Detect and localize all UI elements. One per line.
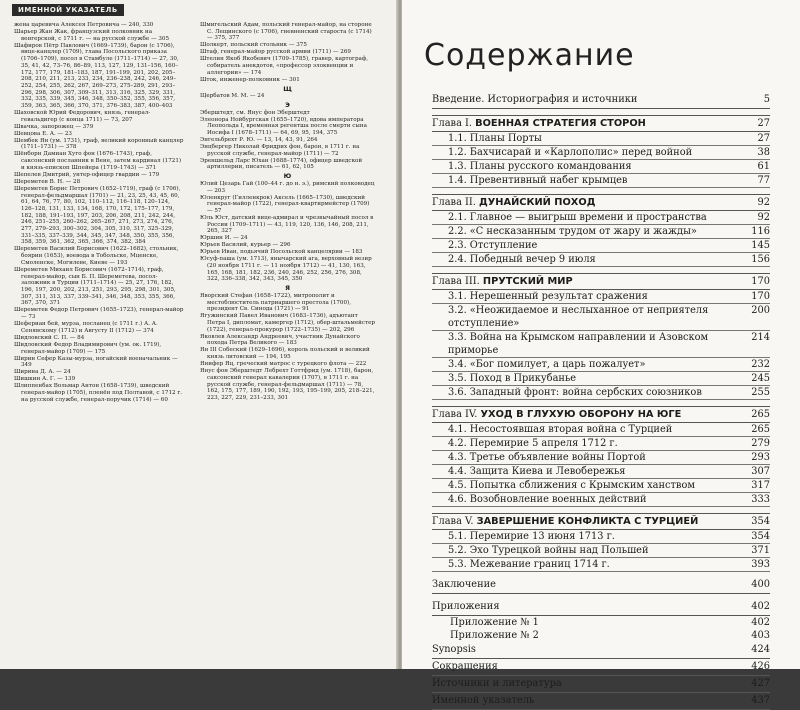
index-entry: Штаф, генерал-майор русской армии (1711) — 269 [200,49,351,56]
toc-chapter-title [432,275,744,288]
toc-title: 4.2. Перемирие 5 апреля 1712 г. [448,438,618,449]
index-entry: Элеонора Нойбургская (1655–1720), вдова императора Леопольда I, временная регентша после смерти сына Иосифа I (1678–1711) — 64, 69, 95, 194, 375 [200,116,367,137]
toc-page-number: 317 [751,480,770,491]
toc-title: Именной указатель [432,695,535,706]
toc-page-number: 427 [751,678,770,689]
toc-page-number: 279 [751,438,770,449]
index-letter-heading: Щ [283,84,292,93]
toc-page-number: 307 [751,466,770,477]
toc-page-number: 27 [757,133,770,144]
toc-chapter-title [432,196,744,209]
toc-page-number: 424 [751,644,770,655]
toc-page-number: 61 [757,161,770,172]
index-entry: Шереметев Василий Борисович (1622–1682), стольник, боярин (1653), воевода в Тобольске, Мценске, Смоленске, Могилеве, Киеве — 193 [14,246,179,266]
toc-chapter-name: УХОД В ГЛУХУЮ ОБОРОНУ НА ЮГЕ [480,409,682,420]
toc-chapter-title [432,408,744,421]
toc-page-number: 92 [757,197,770,208]
index-entry: Энцбергер Николай Фридрих фон, барон, в 1711 г. на русской службе, генерал-майор (1711) — 72 [200,144,360,157]
toc-page-number: 170 [751,276,770,287]
toc-title: Источники и литература [432,678,562,689]
toc-title: Приложение № 2 [450,630,539,641]
toc-section-row [432,304,770,331]
toc-chapter-title [432,515,744,528]
contents-page [402,0,800,706]
toc-section-row [432,386,770,400]
toc-title: Сокращения [432,661,498,672]
toc-page-number: 245 [751,373,770,384]
toc-title: 1.2. Бахчисарай и «Карлополис» перед войной [448,147,693,158]
toc-page-number: 293 [751,452,770,463]
toc-title: 1.3. Планы русского командования [448,161,632,172]
index-letter-heading: Э [285,100,290,109]
toc-page-number: 265 [751,409,770,420]
toc-title: 5.3. Межевание границ 1714 г. [448,559,610,570]
index-entry: Шереметев Федор Петрович (1655–1723), генерал-майор — 73 [14,307,184,321]
toc-chapter-title [432,117,744,130]
index-entry: Эберштедт, см. Янус фон Эберштедт [200,109,310,116]
toc-title: 4.3. Третье объявление войны Портой [448,452,646,463]
index-entry: Штелин Якоб Якобевич (1709–1785), гравер, картограф, собиратель анекдотов, «профессор элоквенции и аллегории» — 174 [200,56,369,76]
index-entry: Эреншельд Ларс Юхан (1688–1774), офицер шведской артиллерии, писатель — 61, 62, 105 [200,157,363,171]
index-entry: Яворский Стефан (1658–1722), митрополит и местоблюститель патриаршего престола (1700), президент Св. Синода (1721) — 91 [200,292,352,313]
toc-entry-row [432,616,770,629]
toc-page-number: 214 [751,332,770,343]
index-entry: Шлиппенбах Вольмар Антон (1658–1739), шведский генерал-майор (1705), пленён под Полтавой, с 1712 г. на русской службе, генерал-поручик (1714) — 60 [14,383,183,403]
index-page [0,0,398,669]
toc-title: 3.5. Поход в Прикубанье [448,373,577,384]
toc-title: Приложения [432,601,500,612]
toc-chapter-row [432,115,770,132]
toc-section-row [432,331,770,358]
toc-section-row [432,290,770,304]
toc-title: Введение. Историография и источники [432,94,638,105]
toc-page-number: 200 [751,305,770,316]
index-entry: Шереметев Борис Петрович (1652–1719), граф (с 1706), генерал-фельдмаршал (1701) — 21, 23, 25, 43, 45, 60, 61, 64, 76, 77, 80, 102, 110–112, 116–118, 120–124, 126–128, 131, 133, 134, 168, 170, 172, 175–177, 179, 182, 188, 191–193, 197, 203, 206, 208, 211, 242, 244, 246, 251–255, 260–262, 265–267, 271, 273, 274, 276, 277, 279–293, 300–302, 304, 305, 310, 317, 325–329, 331–335, 337–339, 344, 345, 347, 348, 350, 355, 356, 358, 359, 361, 362, 365, 366, 374, 382, 384 [14,185,181,246]
index-entry: Шереметев В. Н. — 28 [14,178,81,185]
toc-section-row [432,423,770,437]
index-entry: Янус фон Эберштедт Лебрехт Готтфрид (ум. 1718), барон, саксонский генерал кавалерии (1707), в 1711 г. на русской службе, генерал-фельдмаршал (1711) — 78, 162, 175, 177, 189, 190, 192, 193, 195–199, 205, 218–221, 223, 227, 229, 231–233, 301 [200,368,375,401]
toc-page-number: 437 [751,695,770,706]
index-entry: Шидловский Федор Владимирович (ум. ок. 1719), генерал-майор (1709) — 175 [14,341,162,355]
toc-title: 2.4. Победный вечер 9 июля [448,254,596,265]
toc-section-row [432,239,770,253]
index-entry: Шмигельский Адам, польский генерал-майор, на стороне С. Лещинского (с 1706), гневненский староста (с 1714) — 375, 377 [200,22,372,42]
toc-entry-row [432,577,770,594]
index-entry: Ягужинский Павел Иванович (1683–1736), адъютант Петра I, дипломат, камергер (1712), обер-штальмейстер (1722), генерал-прокурор (1722–1735) — 202, 296 [200,313,375,333]
index-column-2 [200,22,375,402]
toc-section-row [432,174,770,188]
toc-section-row [432,451,770,465]
toc-title: 4.6. Возобновление военных действий [448,494,647,505]
toc-section-row [432,211,770,225]
toc-section-row [432,225,770,239]
contents-title: Содержание [424,38,635,73]
toc-page-number: 371 [751,545,770,556]
index-entry: Юршин И. — 24 [200,235,248,242]
toc-title: 3.6. Западный фронт: война сербских союзников [448,387,702,398]
toc-chapter-number: Глава V. [432,516,474,527]
index-entry: Швачка, запорожец — 379 [14,123,94,130]
toc-title: 3.4. «Бог помилует, а царь пожалует» [448,359,646,370]
toc-page-number: 333 [751,494,770,505]
toc-chapter-name: ВОЕННАЯ СТРАТЕГИЯ СТОРОН [475,118,646,129]
index-entry: Шаховской Юрий Федорович, князь, генерал-гевальдигер (с конца 1711) — 73, 207 [14,110,151,123]
toc-title: 1.1. Планы Порты [448,133,542,144]
toc-section-row [432,372,770,386]
toc-entry-row [432,659,770,676]
toc-section-row [432,437,770,451]
index-letter-heading: Я [284,284,290,293]
toc-section-row [432,479,770,493]
index-entry: Юрьев Иван, подьячий Посольской канцелярии — 183 [200,249,363,256]
toc-page-number: 402 [751,601,770,612]
toc-page-number: 116 [751,226,770,237]
toc-page-number: 402 [751,617,770,628]
toc-chapter-name: ЗАВЕРШЕНИЕ КОНФЛИКТА С ТУРЦИЕЙ [476,516,699,527]
toc-title: 1.4. Превентивный набег крымцев [448,175,628,186]
toc-section-row [432,493,770,507]
toc-chapter-number: Глава IV. [432,409,478,420]
table-of-contents [432,92,770,710]
toc-page-number: 27 [757,118,770,129]
toc-page-number: 38 [757,147,770,158]
index-entry: Шишкин А. Г. — 139 [14,376,76,383]
toc-entry-row [432,92,770,109]
toc-title: 2.1. Главное — выигрыш времени и пространства [448,212,707,223]
toc-section-row [432,253,770,267]
index-entry: Шёнборн Дамиан Хуго фон (1676–1743), граф, саксонский посланник в Вене, затем кардинал (1721) и князь-епископ Шпейера (1719–1743) — 371 [14,151,182,171]
toc-title: 4.4. Защита Киева и Левобережья [448,466,626,477]
index-entry: Энгельбрехт Р. Ю. — 13, 14, 43, 91, 264 [200,137,318,144]
toc-page-number: 265 [751,424,770,435]
toc-section-row [432,146,770,160]
toc-section-row [432,558,770,572]
toc-section-row [432,544,770,558]
toc-page-number: 400 [751,579,770,590]
index-entry: Ширина Д. А. — 24 [14,369,71,376]
index-column-1 [14,22,184,404]
toc-page-number: 145 [751,240,770,251]
toc-entry-row [432,629,770,642]
toc-chapter-number: Глава II. [432,197,476,208]
toc-page-number: 170 [751,291,770,302]
toc-page-number: 426 [751,661,770,672]
toc-page-number: 5 [763,94,770,105]
toc-page-number: 156 [751,254,770,265]
toc-entry-row [432,642,770,659]
toc-section-row [432,358,770,372]
toc-section-row [432,160,770,174]
toc-chapter-name: ДУНАЙСКИЙ ПОХОД [479,197,596,208]
toc-chapter-name: ПРУТСКИЙ МИР [482,276,573,287]
toc-section-row [432,465,770,479]
index-entry: Юсуф-паша (ум. 1713), янычарский ага, верховный везир (20 ноября 1711 г. — 11 ноября 1712) — 41, 130, 163, 165, 168, 181, 182, 236, 240, 246, 252, 256, 276, 308, 322, 336–338, 342, 343, 345, 350 [200,256,372,283]
toc-page-number: 77 [757,175,770,186]
toc-entry-row [432,676,770,693]
toc-chapter-row [432,273,770,290]
toc-page-number: 232 [751,359,770,370]
index-entry: Ширин Сефер Казы-мурза, ногайский военачальник — 349 [14,355,178,369]
toc-chapter-row [432,513,770,530]
index-entry: Шафиров Пётр Павлович (1669–1739), барон (с 1706), вице-канцлер (1709), глава Посольского приказа (1706–1709), посол в Стамбуле (1711–1714) — 27, 30, 35, 41, 42, 73–76, 86–89, 113, 127, 129, 131–156, 160–172, 177, 179, 181–183, 187, 191–199, 201, 202, 205–208, 210, 211, 213, 233, 234, 236–238, 242, 246, 249–252, 254, 255, 262, 267, 269–273, 275–289, 291, 293–296, 298, 306, 307, 309–311, 313, 316, 325, 329, 331, 332, 335, 339, 345, 346, 348, 350–352, 355, 356, 357, 359, 363, 365, 366, 370, 371, 376–383, 387, 400–403 [14,42,179,110]
toc-chapter-row [432,406,770,423]
toc-page-number: 403 [751,630,770,641]
index-entry: Шевцова Е. А. — 23 [14,130,72,137]
index-entry: Шереметев Михаил Борисович (1672–1714), граф, генерал-майор, сын Б. П. Шереметева, посол-заложник в Турции (1711–1714) — 25, 27, 176, 182, 196, 197, 200, 202, 213, 251, 293, 295, 298, 301, 305, 307, 311, 313, 337, 339–341, 346, 348, 353, 355, 366, 367, 370, 371 [14,266,176,307]
index-entry: Шолкерт, польский стольник — 375 [200,42,307,49]
toc-title: 2.3. Отступление [448,240,538,251]
index-letter-heading: Ю [283,172,292,181]
toc-entry-row [432,693,770,710]
index-entry: Шарьер Жан Жак, французский полковник на венгерской, с 1711 г. — на русской службе — 305 [14,29,170,42]
toc-title: 5.2. Эхо Турецкой войны над Польшей [448,545,649,556]
index-entry: Шепелев Дмитрий, унтер-офицер гвардии — 179 [14,171,160,178]
toc-page-number: 255 [751,387,770,398]
index-entry: жена царевича Алексея Петровича — 240, 330 [14,22,154,28]
toc-page-number: 92 [757,212,770,223]
index-entry: Шидловский С. П. — 84 [14,334,85,341]
index-entry: Юль Юст, датский вице-адмирал и чрезвычайный посол в России (1709–1711) — 43, 119, 120, 136, 146, 208, 211, 265, 327 [200,214,374,235]
index-entry: Ян III Собеский (1629–1696), король польский и великий князь литовский — 194, 195 [200,347,370,361]
toc-title: 5.1. Перемирие 13 июня 1713 г. [448,531,615,542]
toc-title: 2.2. «С несказанным трудом от жару и жажды» [448,226,697,237]
toc-chapter-number: Глава III. [432,276,480,287]
toc-title: 3.2. «Неожидаемое и неслыханное от неприятеля отступление» [448,305,709,329]
index-entry: Юлий Цезарь Гай (100–44 г. до н. э.), римский полководец — 203 [200,180,375,194]
toc-page-number: 354 [751,516,770,527]
index-entry: Юрьев Василий, курьер — 296 [200,242,291,249]
toc-title: 3.1. Нерешенный результат сражения [448,291,648,302]
toc-title: 3.3. Война на Крымском направлении и Азовском приморье [448,332,709,356]
toc-title: 4.5. Попытка сближения с Крымским ханством [448,480,695,491]
index-entry: Янифер Яц, греческий матрос с турецкого флота — 222 [200,361,367,368]
toc-title: Приложение № 1 [450,617,539,628]
toc-section-row [432,530,770,544]
toc-section-row [432,132,770,146]
toc-chapter-number: Глава I. [432,118,473,129]
toc-chapter-row [432,194,770,211]
toc-title: Synopsis [432,644,476,655]
toc-title: Заключение [432,579,496,590]
index-entry: Шефериан бей, мурза, посланец (с 1711 г.) А. А. Сенявскому (1712) и Августу II (1712) — 374 [14,321,158,334]
index-entry: Яковлев Александр Андреевич, участник Дунайского похода Петра Великого — 183 [200,333,360,347]
toc-entry-row [432,599,770,616]
running-head: ИМЕННОЙ УКАЗАТЕЛЬ [12,4,124,16]
index-entry: Щербатов М. М. — 24 [200,93,265,100]
index-entry: Шембек Ян (ум. 1731), граф, великий коронный канцлер (1711–1731) — 378 [14,137,184,151]
toc-page-number: 393 [751,559,770,570]
toc-page-number: 354 [751,531,770,542]
index-entry: Шток, инженер-полковник — 301 [200,76,300,83]
toc-title: 4.1. Несостоявшая вторая война с Турцией [448,424,673,435]
index-entry: Юленкруг (Гилленкрок) Аксель (1665–1730), шведский генерал-майор (1722), генерал-квартирмейстер (1709) — 57 [200,194,370,214]
